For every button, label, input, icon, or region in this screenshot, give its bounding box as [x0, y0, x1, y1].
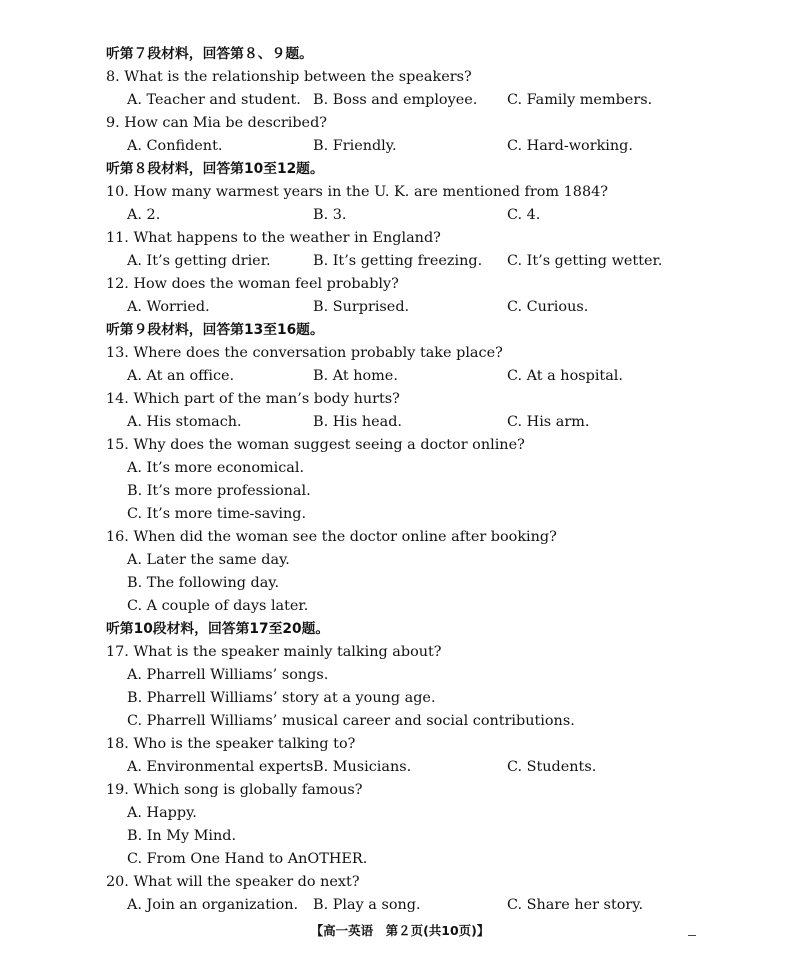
question-stem: 14. Which part of the man’s body hurts? — [106, 391, 400, 407]
options-row — [0, 89, 800, 112]
option-c: C. Family members. — [507, 92, 653, 108]
section-heading: 听第10段材料，回答第17至20题。 — [106, 621, 330, 637]
section-heading: 听第７段材料，回答第８、９题。 — [106, 46, 313, 62]
option-c: C. Curious. — [507, 299, 589, 315]
options-row — [0, 894, 800, 917]
option-b: B. It’s more professional. — [127, 483, 311, 499]
question-stem: 11. What happens to the weather in England? — [106, 230, 441, 246]
option-a: A. It’s getting drier. — [127, 253, 271, 269]
option-c: C. It’s getting wetter. — [507, 253, 663, 269]
option-b: B. It’s getting freezing. — [313, 253, 483, 269]
option-a: A. His stomach. — [127, 414, 242, 430]
option-b: B. Play a song. — [313, 897, 421, 913]
options-row — [0, 135, 800, 158]
option-a: A. Teacher and student. — [127, 92, 301, 108]
options-row — [0, 250, 800, 273]
options-row — [0, 411, 800, 434]
page-mark — [688, 935, 696, 936]
options-row — [0, 296, 800, 319]
option-c: C. It’s more time-saving. — [127, 506, 307, 522]
option-b: B. In My Mind. — [127, 828, 237, 844]
option-b: B. At home. — [313, 368, 398, 384]
option-c: C. A couple of days later. — [127, 598, 309, 614]
question-stem: 19. Which song is globally famous? — [106, 782, 363, 798]
question-stem: 15. Why does the woman suggest seeing a doctor online? — [106, 437, 525, 453]
option-a: A. Join an organization. — [127, 897, 299, 913]
option-c: C. Share her story. — [507, 897, 644, 913]
option-b: B. Boss and employee. — [313, 92, 478, 108]
option-a: A. Confident. — [127, 138, 223, 154]
options-row — [0, 365, 800, 388]
option-a: A. 2. — [127, 207, 161, 223]
option-b: B. Pharrell Williams’ story at a young age. — [127, 690, 436, 706]
option-b: B. Surprised. — [313, 299, 410, 315]
question-stem: 8. What is the relationship between the speakers? — [106, 69, 472, 85]
option-b: B. Musicians. — [313, 759, 412, 775]
option-a: A. Pharrell Williams’ songs. — [127, 667, 329, 683]
question-stem: 17. What is the speaker mainly talking about? — [106, 644, 442, 660]
section-heading: 听第８段材料，回答第10至12题。 — [106, 161, 324, 177]
question-stem: 20. What will the speaker do next? — [106, 874, 360, 890]
option-a: A. It’s more economical. — [127, 460, 305, 476]
option-b: B. 3. — [313, 207, 347, 223]
question-stem: 12. How does the woman feel probably? — [106, 276, 399, 292]
section-heading: 听第９段材料，回答第13至16题。 — [106, 322, 324, 338]
question-stem: 9. How can Mia be described? — [106, 115, 327, 131]
option-b: B. The following day. — [127, 575, 280, 591]
option-c: C. From One Hand to AnOTHER. — [127, 851, 368, 867]
option-c: C. Students. — [507, 759, 597, 775]
question-stem: 13. Where does the conversation probably take place? — [106, 345, 503, 361]
option-b: B. His head. — [313, 414, 402, 430]
option-a: A. Happy. — [127, 805, 197, 821]
option-c: C. At a hospital. — [507, 368, 623, 384]
option-a: A. Worried. — [127, 299, 210, 315]
option-b: B. Friendly. — [313, 138, 397, 154]
question-stem: 10. How many warmest years in the U. K. are mentioned from 1884? — [106, 184, 608, 200]
question-stem: 18. Who is the speaker talking to? — [106, 736, 356, 752]
option-a: A. Later the same day. — [127, 552, 290, 568]
options-row — [0, 756, 800, 779]
option-c: C. Hard-working. — [507, 138, 633, 154]
option-a: A. Environmental experts. — [127, 759, 318, 775]
option-c: C. Pharrell Williams’ musical career and social contributions. — [127, 713, 575, 729]
options-row — [0, 204, 800, 227]
page-footer: 【高一英语 第２页(共10页)】 — [310, 923, 490, 938]
option-c: C. His arm. — [507, 414, 590, 430]
option-c: C. 4. — [507, 207, 541, 223]
option-a: A. At an office. — [127, 368, 235, 384]
question-stem: 16. When did the woman see the doctor online after booking? — [106, 529, 557, 545]
